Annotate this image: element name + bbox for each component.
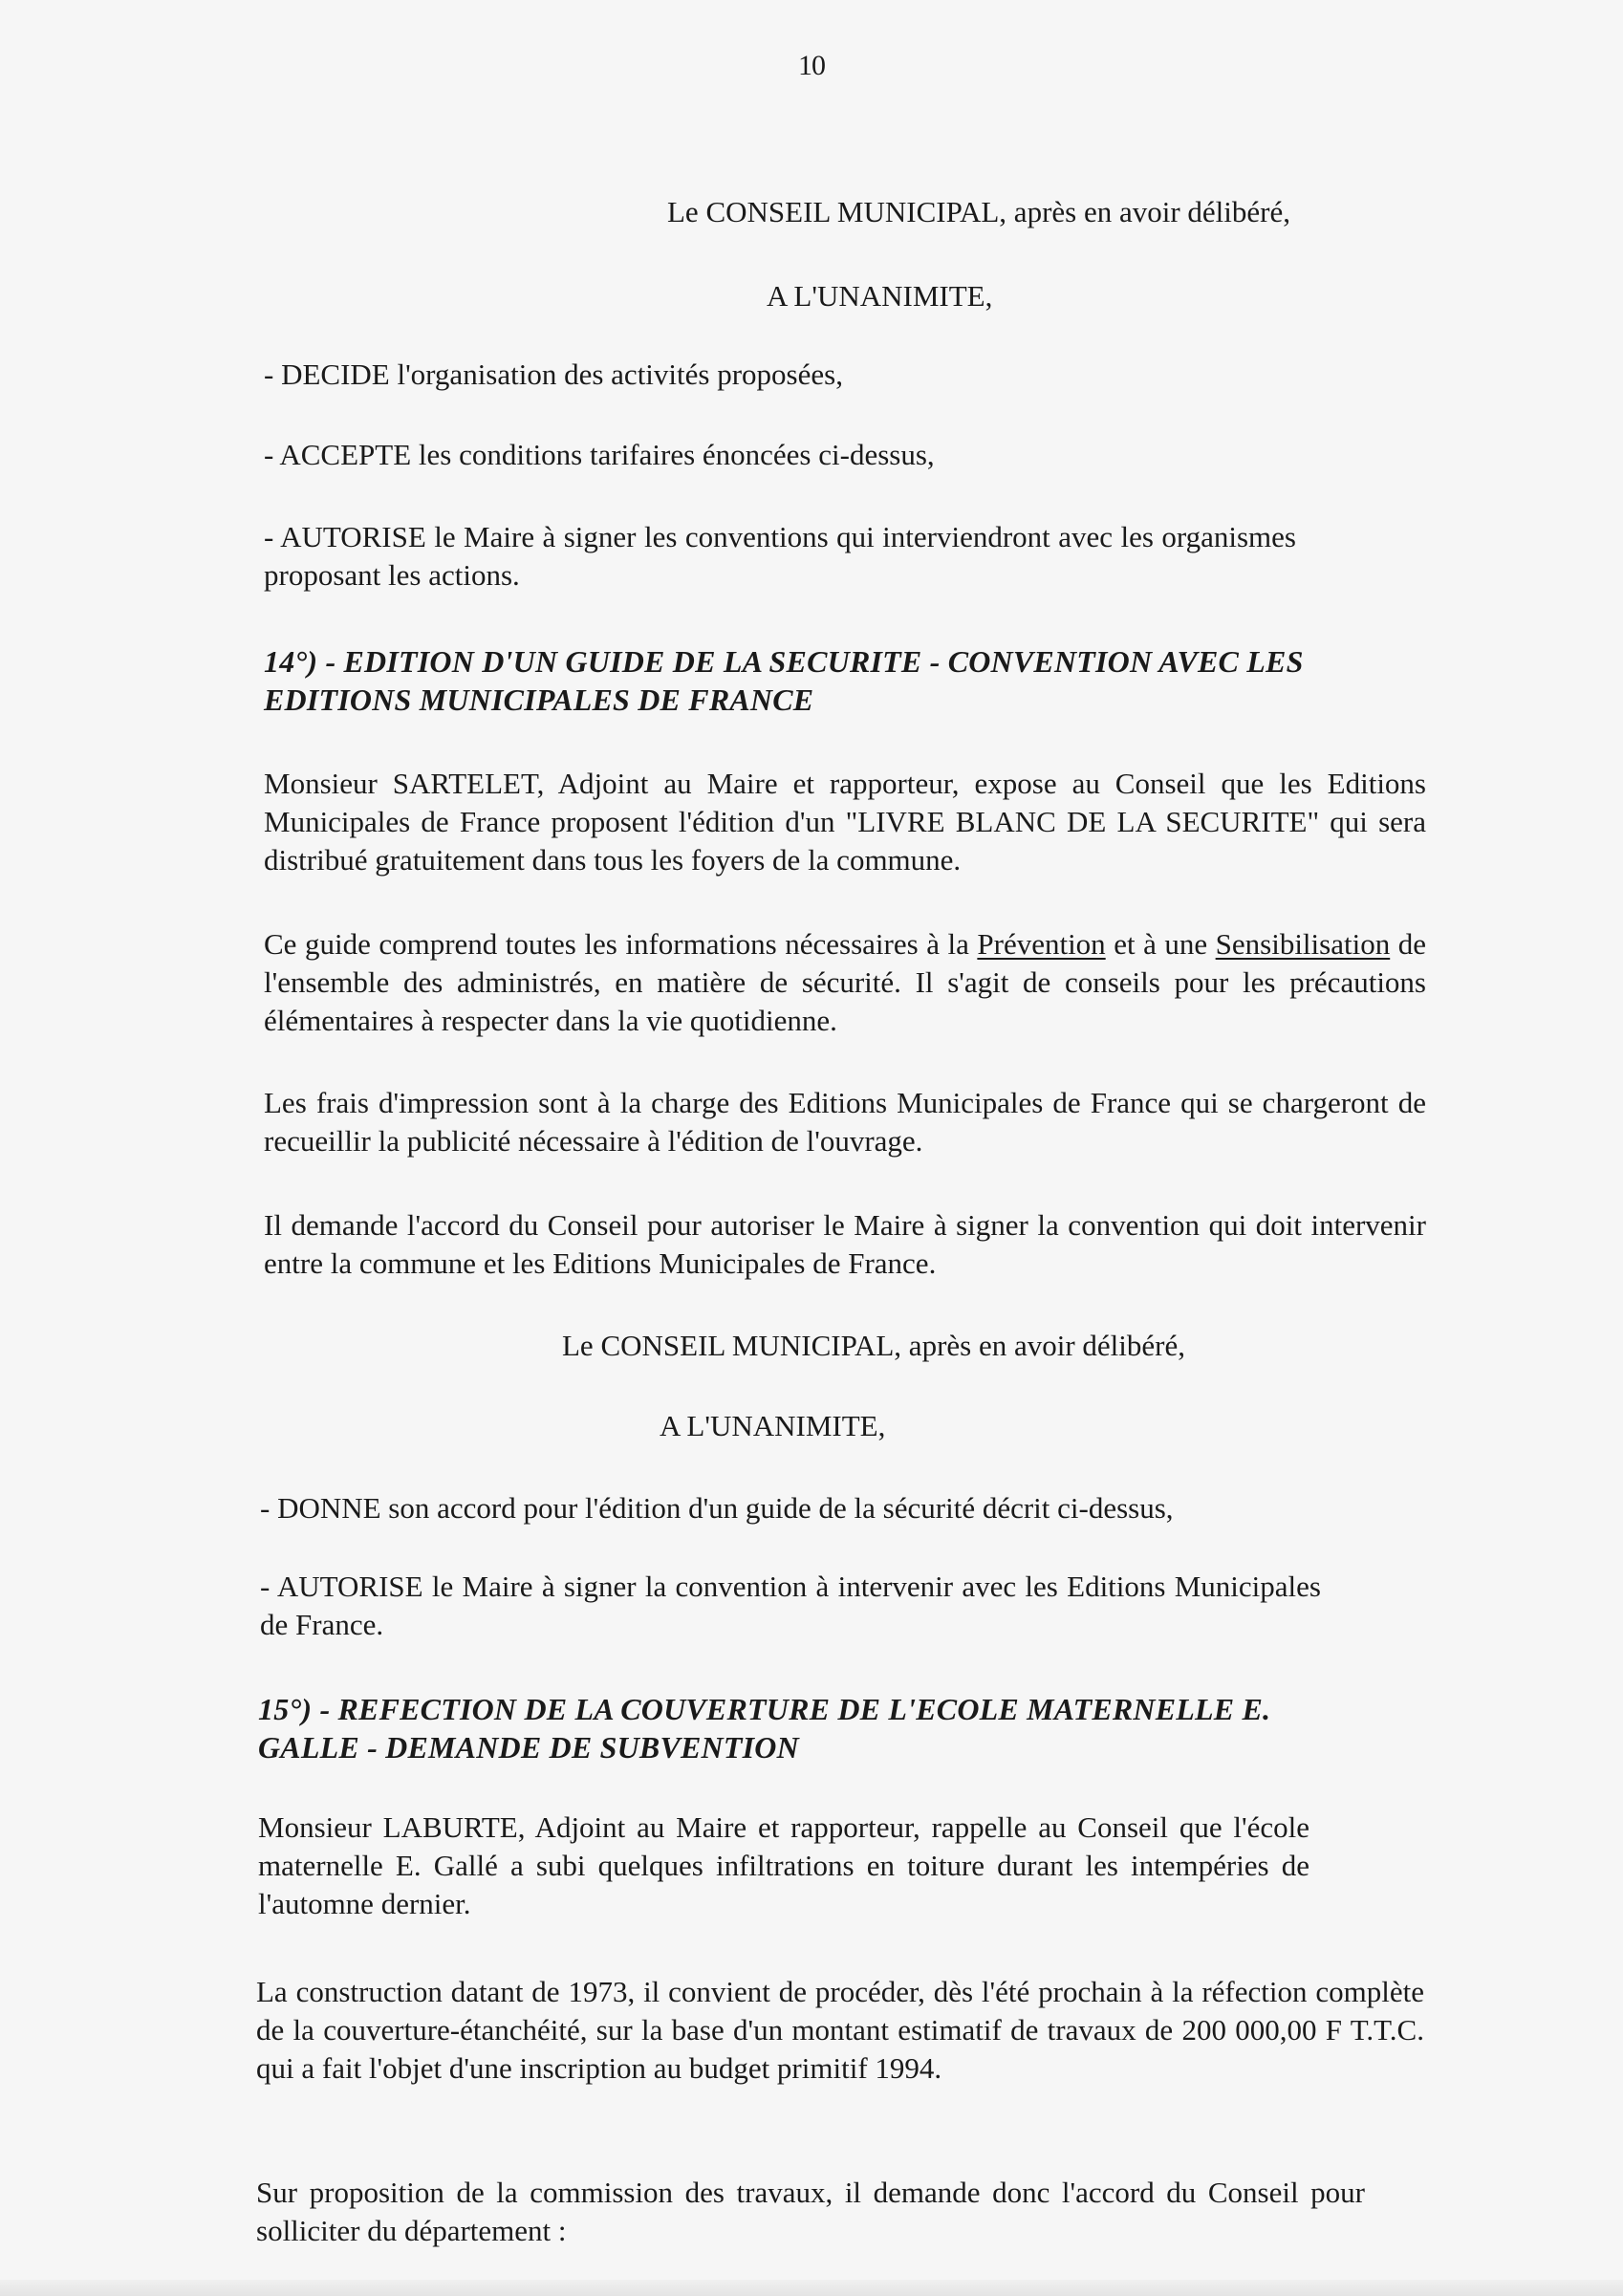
section-heading-line: 15°) - REFECTION DE LA COUVERTURE DE L'ECOLE MATERNELLE E. bbox=[258, 1692, 1271, 1726]
council-deliberation-line: Le CONSEIL MUNICIPAL, après en avoir délibéré, bbox=[667, 195, 1290, 228]
unanimity-line: A L'UNANIMITE, bbox=[660, 1409, 886, 1442]
paragraph-text: de l'ensemble des administrés, en matière de sécurité. Il s'agit de conseils pour les précautions élémentaires à respecter dans la vie quotidienne. bbox=[264, 927, 1426, 1037]
decision-item: - AUTORISE le Maire à signer les conventions qui interviendront avec les organismes proposant les actions. bbox=[264, 520, 1296, 592]
underlined-term: Prévention bbox=[977, 927, 1106, 961]
paragraph-text: et à une bbox=[1105, 927, 1216, 961]
paragraph: Monsieur LABURTE, Adjoint au Maire et rapporteur, rappelle au Conseil que l'école maternelle E. Gallé a subi quelques infiltrations en toiture durant les intempéries de l'automne dernier. bbox=[258, 1810, 1309, 1920]
paragraph: La construction datant de 1973, il convient de procéder, dès l'été prochain à la réfection complète de la couverture-étanchéité, sur la base d'un montant estimatif de travaux de 200 000,00 F T.T.C. qui a fait l'objet d'une inscription au budget primitif 1994. bbox=[256, 1975, 1424, 2085]
paragraph: Les frais d'impression sont à la charge des Editions Municipales de France qui se chargeront de recueillir la publicité nécessaire à l'édition de l'ouvrage. bbox=[264, 1086, 1426, 1158]
paragraph: Monsieur SARTELET, Adjoint au Maire et rapporteur, expose au Conseil que les Editions Municipales de France proposent l'édition d'un "LIVRE BLANC DE LA SECURITE" qui sera distribué gratuitement dans tous les foyers de la commune. bbox=[264, 767, 1426, 877]
page-bottom-edge bbox=[0, 2280, 1623, 2296]
paragraph bbox=[264, 925, 1426, 1040]
section-heading-line: 14°) - EDITION D'UN GUIDE DE LA SECURITE - CONVENTION AVEC LES bbox=[264, 644, 1304, 679]
paragraph-text: Ce guide comprend toutes les informations nécessaires à la bbox=[264, 927, 978, 961]
decision-item: - ACCEPTE les conditions tarifaires énoncées ci-dessus, bbox=[264, 438, 935, 471]
section-heading bbox=[264, 642, 1430, 719]
underlined-term: Sensibilisation bbox=[1215, 927, 1391, 961]
paragraph: Il demande l'accord du Conseil pour autoriser le Maire à signer la convention qui doit intervenir entre la commune et les Editions Municipales de France. bbox=[264, 1208, 1426, 1280]
decision-item: - DONNE son accord pour l'édition d'un guide de la sécurité décrit ci-dessus, bbox=[260, 1491, 1174, 1525]
section-heading-line: EDITIONS MUNICIPALES DE FRANCE bbox=[264, 682, 814, 717]
paragraph: Sur proposition de la commission des travaux, il demande donc l'accord du Conseil pour solliciter du département : bbox=[256, 2176, 1365, 2247]
council-deliberation-line: Le CONSEIL MUNICIPAL, après en avoir délibéré, bbox=[562, 1329, 1185, 1362]
decision-item: - AUTORISE le Maire à signer la convention à intervenir avec les Editions Municipales de France. bbox=[260, 1570, 1321, 1641]
section-heading bbox=[258, 1690, 1424, 1766]
decision-item: - DECIDE l'organisation des activités proposées, bbox=[264, 357, 843, 391]
unanimity-line: A L'UNANIMITE, bbox=[767, 279, 993, 313]
section-heading-line: GALLE - DEMANDE DE SUBVENTION bbox=[258, 1730, 799, 1765]
page-number: 10 bbox=[798, 50, 825, 81]
